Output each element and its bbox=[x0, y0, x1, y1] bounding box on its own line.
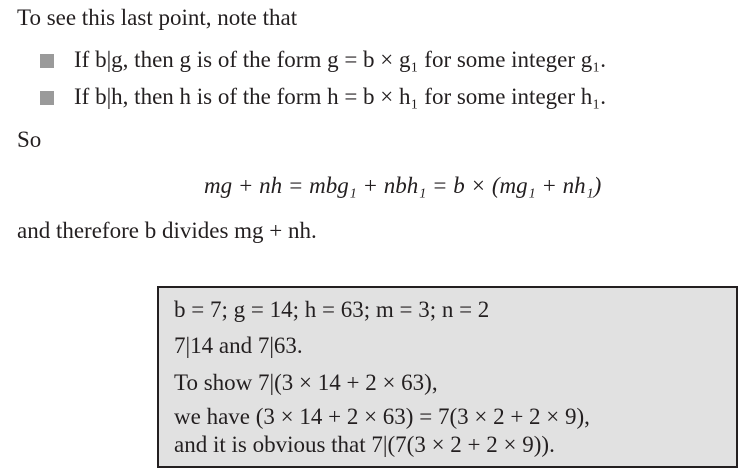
bullet-item-h: If b|h, then h is of the form h = b × h₁ for some integer h₁. bbox=[74, 84, 607, 109]
conclusion-text: and therefore b divides mg + nh. bbox=[17, 218, 317, 243]
intro-text: To see this last point, note that bbox=[17, 5, 298, 30]
example-line: we have (3 × 14 + 2 × 63) = 7(3 × 2 + 2 × 9), bbox=[174, 404, 590, 429]
example-line: and it is obvious that 7|(7(3 × 2 + 2 × 9)). bbox=[174, 432, 555, 457]
display-equation: mg + nh = mbg₁ + nbh₁ = b × (mg₁ + nh₁) bbox=[204, 173, 602, 198]
example-line: b = 7; g = 14; h = 63; m = 3; n = 2 bbox=[174, 297, 490, 322]
so-text: So bbox=[17, 127, 42, 152]
example-box bbox=[157, 286, 738, 468]
example-line: 7|14 and 7|63. bbox=[174, 333, 303, 358]
bullet-square-icon bbox=[40, 54, 54, 68]
example-line: To show 7|(3 × 14 + 2 × 63), bbox=[174, 370, 438, 395]
bullet-item-g: If b|g, then g is of the form g = b × g₁ for some integer g₁. bbox=[74, 47, 607, 72]
bullet-square-icon bbox=[40, 91, 54, 105]
